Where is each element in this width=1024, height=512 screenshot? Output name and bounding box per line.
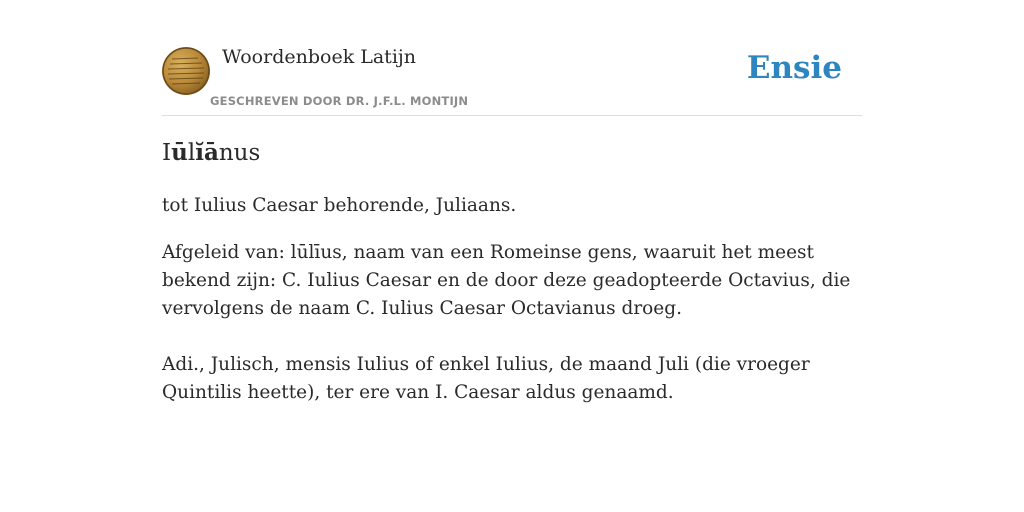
- entry-headword: [162, 139, 260, 166]
- entry-etymology: Afgeleid van: lūlīus, naam van een Romeinse gens, waaruit het meest bekend zijn: C. Iulius Caesar en de door deze geadopteerde Octavius, die vervolgens de naam C. Iulius Caesar Octavianus droeg.: [162, 242, 851, 319]
- entry-definition: tot Iulius Caesar behorende, Juliaans.: [162, 195, 517, 216]
- headword-segment: I: [162, 140, 172, 166]
- entry-usage: Adi., Julisch, mensis Iulius of enkel Iulius, de maand Juli (die vroeger Quintilis heette), ter ere van I. Caesar aldus genaamd.: [162, 354, 810, 403]
- author-byline[interactable]: GESCHREVEN DOOR DR. J.F.L. MONTIJN: [210, 94, 469, 108]
- header: [162, 0, 862, 116]
- latin-coin-icon[interactable]: [162, 47, 210, 95]
- site-title[interactable]: Woordenboek Latijn: [222, 46, 417, 68]
- headword-segment: l: [187, 140, 196, 166]
- headword-segment: ĭ: [195, 139, 204, 166]
- headword-segment: ā: [203, 139, 219, 166]
- page: [162, 0, 862, 512]
- headword-segment: ū: [171, 139, 188, 166]
- headword-segment: nus: [218, 140, 261, 166]
- ensie-logo-link[interactable]: Ensie: [746, 50, 842, 86]
